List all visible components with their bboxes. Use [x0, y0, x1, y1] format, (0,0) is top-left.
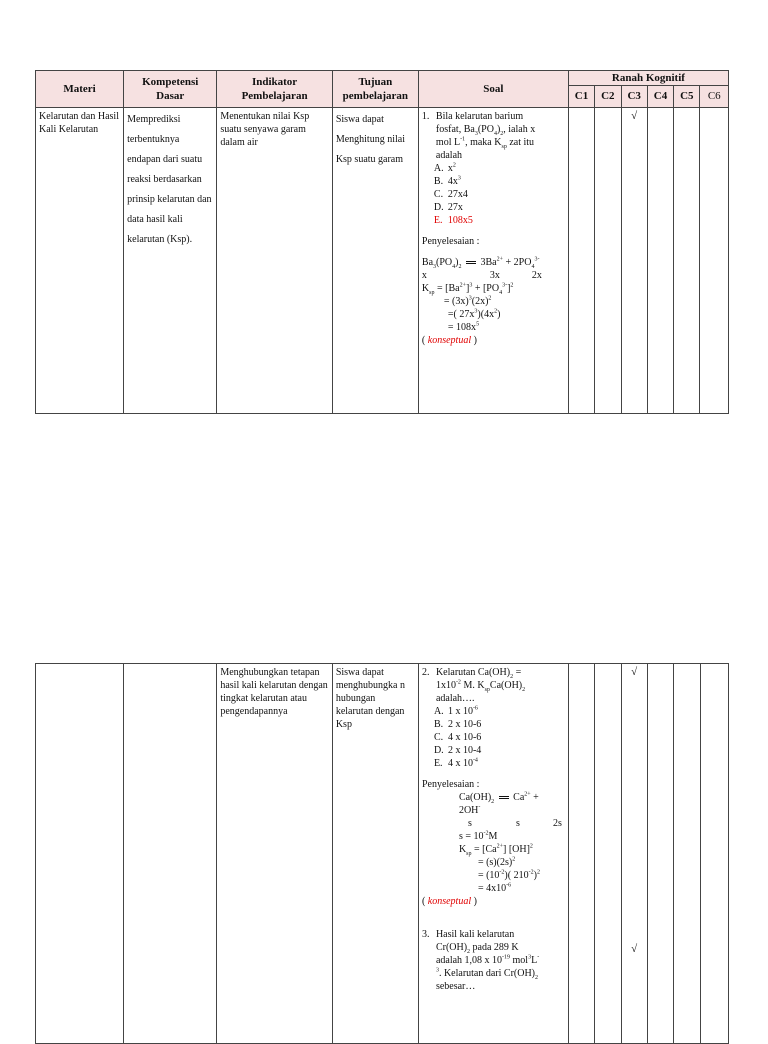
konseptual-tag: ( konseptual ) — [421, 335, 477, 346]
table-row — [36, 108, 729, 414]
materi-cell — [36, 664, 124, 1044]
penyelesaian-label: Penyelesaian : — [421, 236, 480, 247]
option-b: B. $4x^3$ — [433, 175, 461, 187]
header-c3: C3 — [621, 86, 647, 108]
c3-check-q3: √ — [631, 943, 638, 955]
option-a: A. 1 x $10^{-6}$ — [433, 705, 478, 717]
c4-cell — [647, 664, 673, 1044]
tujuan-cell: Siswa dapat Menghitung nilai Ksp suatu garam — [332, 108, 418, 414]
kompetensi-cell — [124, 664, 217, 1044]
header-tujuan: Tujuan pembelajaran — [332, 71, 418, 108]
header-c1: C1 — [568, 86, 594, 108]
answer-options-2 — [422, 705, 565, 770]
konseptual-tag: ( konseptual ) — [421, 896, 477, 907]
c1-cell — [568, 664, 594, 1044]
tujuan-cell: Siswa dapat menghubungka n hubungan kelarutan dengan Ksp — [332, 664, 418, 1044]
option-c: C. 27x4 — [433, 189, 468, 200]
rpp-table-bottom — [35, 663, 729, 1044]
c4-cell — [647, 108, 673, 414]
option-d: D. 2 x 10-4 — [433, 745, 482, 756]
c6-cell — [700, 108, 729, 414]
rpp-table-top — [35, 70, 729, 414]
c3-cell — [621, 664, 647, 1044]
c2-cell — [595, 664, 621, 1044]
header-soal: Soal — [418, 71, 568, 108]
c3-check: √ — [621, 108, 647, 414]
soal-cell — [418, 664, 568, 1044]
penyelesaian-label: Penyelesaian : — [421, 779, 480, 790]
equilibrium-arrow-icon — [466, 261, 476, 264]
materi-cell: Kelarutan dan Hasil Kali Kelarutan — [36, 108, 124, 414]
soal-cell — [418, 108, 568, 414]
option-e: E. 4 x $10^{-4}$ — [433, 757, 478, 769]
solution-2: $Ca(OH)_2$ $Ca^{2+}$ + 2OH- s s 2s $s = 10^{-2}M$ $K_{sp} = [Ca^{2+}]$ [OH]$^2$ = $(s)(2s)^2$ = $(10^{-2})$( $210^{-2})^2$ = $4x10^{-6}$ ( konseptual ) — [422, 791, 565, 908]
indikator-cell: Menghubungkan tetapan hasil kali kelarutan dengan tingkat kelarutan atau pengendapannya — [217, 664, 332, 1044]
header-indikator: Indikator Pembelajaran — [217, 71, 332, 108]
option-a: A. $x^2$ — [433, 162, 456, 174]
c6-cell — [700, 664, 728, 1044]
question-2: 2. Kelarutan $Ca(OH)_2$ = $1x10^{-2}$ M. $K_{sp}Ca(OH)_2$ adalah…. — [421, 667, 526, 704]
indikator-cell: Menentukan nilai Ksp suatu senyawa garam dalam air — [217, 108, 332, 414]
header-materi: Materi — [36, 71, 124, 108]
c1-cell — [568, 108, 594, 414]
kompetensi-cell: Memprediksi terbentuknya endapan dari suatu reaksi berdasarkan prinsip kelarutan dan data hasil kali kelarutan (Ksp). — [124, 108, 217, 414]
header-c5: C5 — [674, 86, 700, 108]
header-c2: C2 — [595, 86, 621, 108]
option-d: D. 27x — [433, 202, 463, 213]
solution-1: $Ba_3(PO_4)_2$ $3Ba^{2+} + 2PO_4^{3-}$ x 3x 2x $K_{sp} = [Ba^{2+}]^3 + [PO_4^{3-}]^2$ = $(3x)^3(2x)^2$ =( $27x^3)(4x^2)$ = $108x^5$ ( konseptual ) — [422, 256, 565, 347]
question-1: 1. Bila kelarutan barium fosfat, $Ba_3(PO_4)_2$, ialah x mol $L^{-1}$, maka $K_{sp}$ zat itu adalah — [421, 111, 536, 161]
header-kompetensi-dasar: Kompetensi Dasar — [124, 71, 217, 108]
c2-cell — [595, 108, 621, 414]
header-ranah-kognitif: Ranah Kognitif — [568, 71, 728, 86]
c5-cell — [674, 664, 700, 1044]
question-3: 3. Hasil kali kelarutan $Cr(OH)_2$ pada 289 K adalah 1,08 x $10^{-19}$ mol$^3$L- $^3$. Kelarutan dari $Cr(OH)_2$ sebesar… — [421, 929, 540, 992]
header-c6: C6 — [700, 86, 729, 108]
option-c: C. 4 x 10-6 — [433, 732, 482, 743]
c5-cell — [674, 108, 700, 414]
option-e-correct: E. 108x5 — [433, 215, 473, 226]
equilibrium-arrow-icon — [499, 796, 509, 799]
table-row — [36, 664, 729, 1044]
c3-check-q2: √ — [631, 666, 638, 678]
option-b: B. 2 x 10-6 — [433, 719, 482, 730]
answer-options-1 — [422, 162, 565, 227]
header-c4: C4 — [647, 86, 673, 108]
